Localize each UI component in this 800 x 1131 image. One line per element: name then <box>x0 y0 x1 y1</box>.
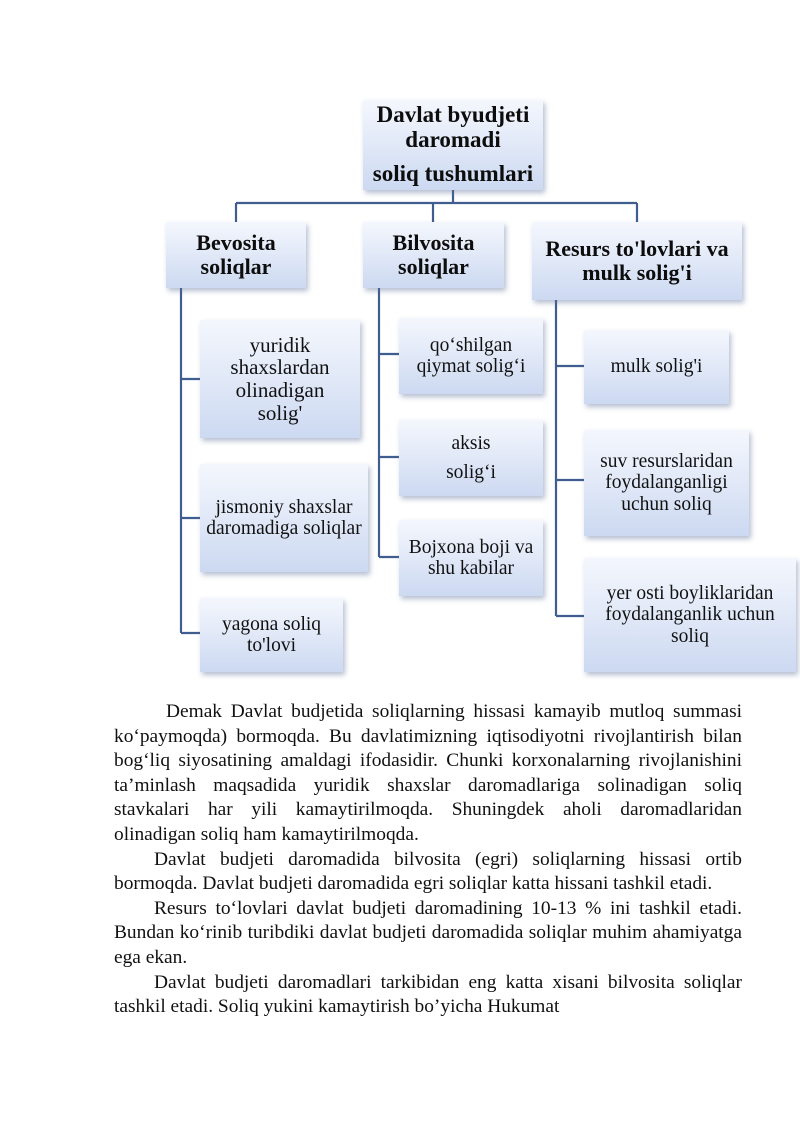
paragraph-4: Davlat budjeti daromadlari tarkibidan eng katta xisani bilvosita soliqlar tashkil etadi. Soliq yukini kamaytirish bo’yicha Hukumat <box>114 971 742 1018</box>
item-single-tax-payment: yagona soliq to'lovi <box>200 598 343 672</box>
category-direct-taxes: Bevosita soliqlar <box>166 222 306 288</box>
item-personal-income-tax: jismoniy shaxslar daromadiga soliqlar <box>200 464 368 572</box>
root-line-1: Davlat byudjeti <box>376 101 530 127</box>
root-line-2: daromadi <box>405 126 501 152</box>
item-customs-duty: Bojxona boji va shu kabilar <box>399 520 543 596</box>
paragraph-2: Davlat budjeti daromadida bilvosita (egri) soliqlarning hissasi ortib bormoqda. Davlat budjeti daromadida egri soliqlar katta hissani tashkil etadi. <box>114 848 742 895</box>
root-node <box>363 100 543 190</box>
category-indirect-taxes: Bilvosita soliqlar <box>363 222 504 288</box>
item-water-resources-tax: suv resurslaridan foydalanganligi uchun soliq <box>584 430 749 536</box>
category-resource-property-taxes: Resurs to'lovlari va mulk solig'i <box>532 222 742 300</box>
paragraph-3: Resurs to‘lovlari davlat budjeti daromadining 10-13 % ini tashkil etadi. Bundan ko‘rinib turibdiki davlat budjeti daromadida soliqlar muhim ahamiyatga ega ekan. <box>114 897 742 968</box>
paragraph-1: Demak Davlat budjetida soliqlarning hissasi kamayib mutloq summasi ko‘paymoqda) bormoqda. Bu davlatimizning iqtisodiyotni rivojlantirish bilan bog‘liq siyosatining amaldagi ifodasidir. Chunki korxonalarning rivojlanishini ta’minlash maqsadida yuridik shaxslar daromadlariga solinadigan soliq stavkalari har yili kamaytirilmoqda. Shuningdek aholi daromadlaridan olinadigan soliq ham kamaytirilmoqda. <box>114 701 742 845</box>
body-text <box>114 700 742 1020</box>
item-excise-tax <box>399 420 543 496</box>
excise-line-2: solig‘i <box>446 462 496 483</box>
item-property-tax: mulk solig'i <box>584 330 729 404</box>
root-line-3: soliq tushumlari <box>372 161 534 187</box>
item-subsoil-tax: yer osti boyliklaridan foydalanganlik uchun soliq <box>584 558 796 672</box>
excise-line-1: aksis <box>451 432 491 454</box>
item-legal-entity-tax: yuridik shaxslardan olinadigan solig' <box>200 320 360 438</box>
item-vat: qo‘shilgan qiymat solig‘i <box>399 318 543 394</box>
